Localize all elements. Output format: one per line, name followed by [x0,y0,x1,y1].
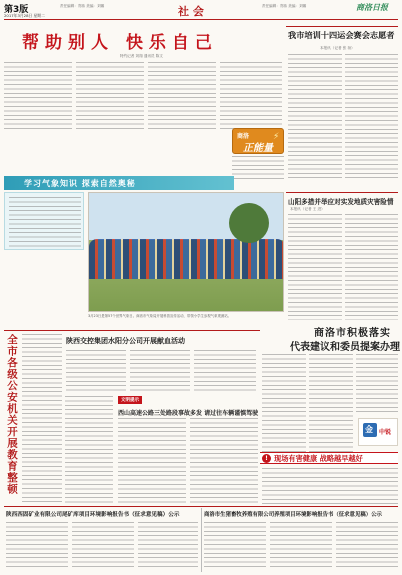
notice-left-text-col2 [72,522,134,570]
shaanxi-headline: 陕西交控集团水阳分公司开展献血活动 [66,337,185,345]
learning-banner [4,176,234,190]
notice-right-headline: 商洛市生猪畜牧养殖有限公司养殖项目环境影响报告书（征求意见稿）公示 [204,512,382,518]
shaanxi-text-col2 [130,350,190,392]
cpc-text-col1 [262,354,306,452]
logo-line1: 金 [365,425,373,434]
bottom-rule [4,506,398,507]
cpc-headline-line1: 商洛市积极落实 [314,328,391,339]
logo-line2: 中锐 [379,429,392,436]
cpc-text-col3 [356,354,398,414]
highway-text-col2 [190,418,258,504]
learning-banner-title: 学习气象知识 探索自然奥秘 [24,179,136,188]
date-line: 2017年3月28日 星期二 [4,13,45,18]
plant-byline: 本报讯（记者 王 进） [290,207,325,211]
notice-right-text-col2 [270,522,332,570]
safety-banner-text: 现场有害健康 战略越早越好 [274,454,363,463]
notice-left-text-col3 [138,522,198,570]
vertical-rule [4,330,260,331]
notice-right-text-col1 [204,522,266,570]
tree-shape [229,203,269,243]
lead-text-col1 [4,62,72,132]
lead-text-col3 [148,62,216,132]
lead-headline: 帮助别人 快乐自己 [22,33,218,53]
plant-text-col1 [288,214,342,320]
crowd-shape [89,239,284,279]
lead-text-col2 [76,62,144,132]
right-top-rule [286,26,398,27]
volunteer-text-col1 [288,54,342,180]
notice-right-text-col3 [336,522,398,570]
learning-photo-text-panel [4,192,84,250]
learning-photo-caption: 3月23日是第57个世界气象日。商洛市气象局开展科普宣传活动，带领小学生参观气象观测站。 [88,314,232,318]
volunteer-byline: 本报讯（记者 张 扬） [320,46,355,50]
promo-badge-line1: 商洛 [237,133,250,140]
volunteer-headline: 我市培训十四运会赛会志愿者 [288,30,395,40]
promo-badge [232,128,284,154]
tag-red: 文明提示 [118,396,142,404]
masthead [0,0,402,22]
masthead-rule [4,19,398,20]
safety-text-col [262,468,398,504]
editors-line: 责任编辑：郑伟 美编：刘娜 [60,4,105,8]
promo-badge-line2: 正能量 [243,143,273,154]
vertical-text-col2 [65,396,113,504]
safety-banner [260,452,398,464]
editors-right: 责任编辑：郑伟 美编：刘娜 [262,4,307,8]
lead-byline: 特约记者 刘翔 通讯员 陈文 [120,54,163,58]
volunteer-text-col2 [345,54,398,180]
cpc-text-col2 [309,354,353,452]
plant-rule [286,192,398,193]
learning-photo-kids [88,192,284,312]
page-number: 第3版 [4,5,29,15]
plant-text-col2 [345,214,398,320]
notice-left-text-col1 [6,522,68,570]
warning-icon: ! [262,454,271,463]
logo-box [358,418,398,446]
vertical-text-col1 [22,334,62,504]
notice-left-headline: 陕西西固矿业有限公司尾矿库项目环境影响报告书（征求意见稿）公示 [6,512,180,518]
highway-headline: 西山高速公路三处路段事故多发 请过往车辆谨慎驾驶 [118,410,259,417]
notice-divider [201,508,202,572]
shaanxi-text-col3 [194,350,256,392]
cpc-headline-line2: 代表建议和委员提案办理 [290,342,400,353]
shaanxi-text-col1 [66,350,126,392]
section-title: 社 会 [178,5,204,18]
plant-headline: 山阳多措并举应对实发地质灾害险情 [288,198,394,206]
lightning-icon: ⚡ [273,132,280,142]
highway-text-col1 [118,418,186,504]
lead-text-col4 [220,62,282,132]
paper-name: 商洛日报 [356,3,388,12]
learning-side-text [9,197,81,247]
badge-side-text [232,156,284,180]
vertical-headline: 全市各级公安机关开展教育整顿 [6,334,18,495]
